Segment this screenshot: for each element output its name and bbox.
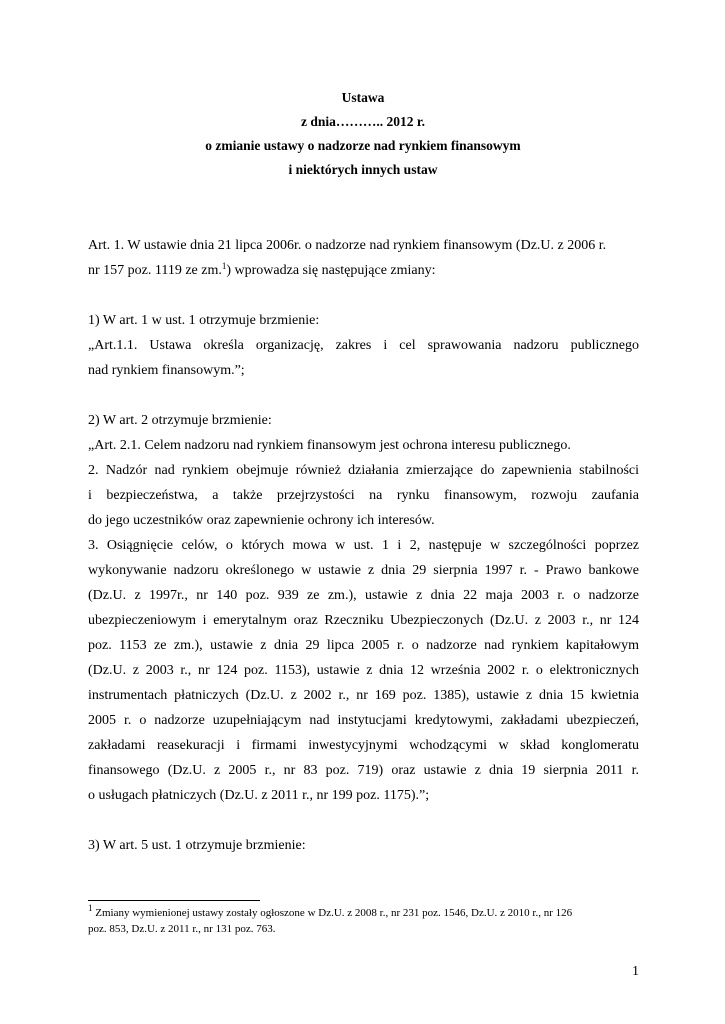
amendment-2-paragraph-2-line: do jego uczestników oraz zapewnienie ochrony ich interesów. (88, 513, 435, 528)
act-subject-line-1: o zmianie ustawy o nadzorze nad rynkiem finansowym (205, 138, 521, 153)
amendment-3 (88, 833, 639, 858)
amendment-2-paragraph-3-line: ubezpieczeniowym i emerytalnym oraz Rzeczniku Ubezpieczonych (Dz.U. z 2003 r., nr 124 (88, 613, 639, 628)
article-1-line-2 (88, 258, 639, 283)
act-subject-line-2: i niektórych innych ustaw (288, 162, 438, 177)
amendment-2-paragraph-2-line: 2. Nadzór nad rynkiem obejmuje również działania zmierzające do zapewnienia stabilności (88, 463, 639, 478)
amendment-2-paragraph-3-line: (Dz.U. z 1997r., nr 140 poz. 939 ze zm.), ustawie z dnia 22 maja 2003 r. o nadzorze (88, 588, 639, 603)
act-title: Ustawa (341, 90, 385, 105)
amendment-1 (88, 308, 639, 383)
footnote-text: Zmiany wymienionej ustawy zostały ogłoszone w Dz.U. z 2008 r., nr 231 poz. 1546, Dz.U. z 2010 r., nr 126 (92, 907, 573, 919)
page-number: 1 (632, 964, 639, 979)
amendment-2-paragraph-3-line: finansowego (Dz.U. z 2005 r., nr 83 poz. 719) oraz ustawie z dnia 19 sierpnia 2011 r. (88, 763, 639, 778)
amendment-3-heading: 3) W art. 5 ust. 1 otrzymuje brzmienie: (88, 838, 306, 853)
amendment-2 (88, 408, 639, 808)
amendment-2-paragraph-3-line: instrumentach płatniczych (Dz.U. z 2002 r., nr 169 poz. 1385), ustawie z dnia 15 kwietnia (88, 688, 639, 703)
amendment-2-paragraph-3-line: poz. 1153 ze zm.), ustawie z dnia 29 lipca 2005 r. o nadzorze nad rynkiem kapitałowym (88, 638, 639, 653)
footnote (88, 905, 639, 937)
amendment-1-quote-line-2: nad rynkiem finansowym.”; (88, 363, 245, 378)
amendment-2-paragraph-3-line: zakładami reasekuracji i firmami inwestycyjnymi wchodzącymi w skład konglomeratu (88, 738, 639, 753)
amendment-2-heading: 2) W art. 2 otrzymuje brzmienie: (88, 413, 272, 428)
amendment-1-quote-line-1: „Art.1.1. Ustawa określa organizację, zakres i cel sprawowania nadzoru publicznego (88, 338, 639, 353)
amendment-2-paragraph-1: „Art. 2.1. Celem nadzoru nad rynkiem finansowym jest ochrona interesu publicznego. (88, 438, 571, 453)
article-1-line-2-end: ) wprowadza się następujące zmiany: (226, 263, 436, 278)
amendment-2-paragraph-2-line: i bezpieczeństwa, a także przejrzystości na rynku finansowym, rozwoju zaufania (88, 488, 639, 503)
footnote-line-1 (88, 905, 639, 921)
article-1-line-2-text: nr 157 poz. 1119 ze zm. (88, 263, 222, 278)
amendment-2-paragraph-3-line: 2005 r. o nadzorze uzupełniającym nad instytucjami kredytowymi, zakładami ubezpieczeń, (88, 713, 639, 728)
act-date: z dnia……….. 2012 r. (300, 114, 425, 129)
document-header (88, 86, 638, 182)
document-body (88, 233, 639, 858)
amendment-2-paragraph-3-line: wykonywanie nadzoru określonego w ustawie z dnia 29 sierpnia 1997 r. - Prawo bankowe (88, 563, 639, 578)
footnote-marker: 1 (88, 903, 93, 913)
amendment-2-paragraph-3-line: 3. Osiągnięcie celów, o których mowa w ust. 1 i 2, następuje w szczególności poprzez (88, 538, 639, 553)
amendment-2-paragraph-3-line: o usługach płatniczych (Dz.U. z 2011 r., nr 199 poz. 1175).”; (88, 788, 430, 803)
footnote-reference[interactable]: 1 (221, 261, 227, 271)
article-1 (88, 233, 639, 283)
footnote-line-2: poz. 853, Dz.U. z 2011 r., nr 131 poz. 763. (88, 923, 276, 935)
article-1-line-1: Art. 1. W ustawie dnia 21 lipca 2006r. o nadzorze nad rynkiem finansowym (Dz.U. z 2006 r. (88, 238, 607, 253)
amendment-2-paragraph-3-line: (Dz.U. z 2003 r., nr 124 poz. 1153), ustawie z dnia 12 września 2002 r. o elektronicznych (88, 663, 639, 678)
footnote-separator (88, 900, 260, 901)
amendment-1-heading: 1) W art. 1 w ust. 1 otrzymuje brzmienie: (88, 313, 320, 328)
